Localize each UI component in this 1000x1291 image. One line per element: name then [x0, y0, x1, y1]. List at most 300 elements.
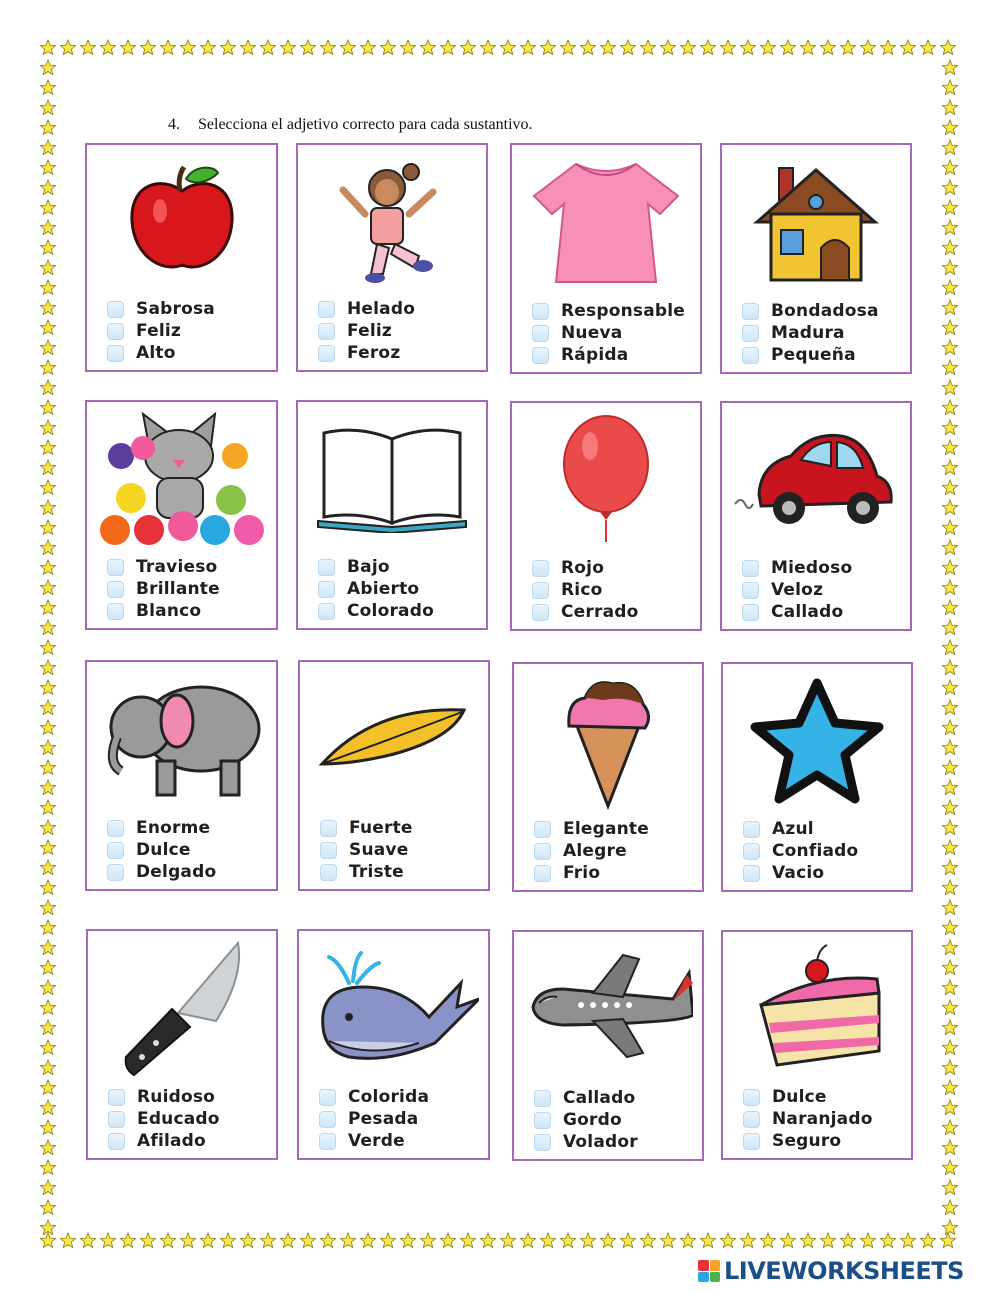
card-house	[720, 143, 912, 374]
option-row[interactable]	[319, 1108, 429, 1130]
border-star	[40, 920, 55, 935]
card-shirt	[510, 143, 702, 374]
option-row[interactable]	[532, 300, 685, 322]
border-star	[40, 660, 55, 675]
checkbox[interactable]	[319, 1089, 336, 1106]
border-star	[180, 40, 195, 55]
option-label: Rojo	[561, 558, 605, 578]
car-icon	[722, 409, 910, 549]
option-label: Volador	[563, 1132, 638, 1152]
checkbox[interactable]	[319, 1133, 336, 1150]
border-star	[942, 960, 957, 975]
checkbox[interactable]	[742, 347, 759, 364]
knife-icon	[88, 937, 276, 1077]
border-star	[580, 40, 595, 55]
border-star	[942, 540, 957, 555]
border-star	[40, 1040, 55, 1055]
border-star	[942, 660, 957, 675]
border-star	[160, 1233, 175, 1248]
border-star	[942, 1200, 957, 1215]
checkbox[interactable]	[318, 345, 335, 362]
option-row[interactable]	[743, 840, 858, 862]
option-row[interactable]	[532, 579, 639, 601]
options	[318, 556, 434, 622]
card-car	[720, 401, 912, 631]
options	[319, 1086, 429, 1152]
border-star	[942, 1120, 957, 1135]
border-star	[820, 40, 835, 55]
border-star	[440, 1233, 455, 1248]
border-star	[942, 600, 957, 615]
checkbox[interactable]	[107, 603, 124, 620]
border-star	[420, 40, 435, 55]
border-star	[40, 520, 55, 535]
border-star	[680, 40, 695, 55]
checkbox[interactable]	[107, 842, 124, 859]
checkbox[interactable]	[108, 1133, 125, 1150]
border-star	[942, 60, 957, 75]
border-star	[942, 260, 957, 275]
card-star	[721, 662, 913, 892]
option-row[interactable]	[532, 557, 639, 579]
border-star	[300, 1233, 315, 1248]
border-star	[942, 280, 957, 295]
border-star	[560, 40, 575, 55]
border-star	[100, 1233, 115, 1248]
border-star	[942, 980, 957, 995]
border-star	[40, 320, 55, 335]
border-star	[942, 480, 957, 495]
option-row[interactable]	[319, 1130, 429, 1152]
option-label: Bondadosa	[771, 301, 879, 321]
card-airplane	[512, 930, 704, 1161]
border-star	[942, 1140, 957, 1155]
border-star	[780, 1233, 795, 1248]
border-star	[40, 300, 55, 315]
border-star	[942, 760, 957, 775]
checkbox[interactable]	[318, 559, 335, 576]
border-star	[760, 40, 775, 55]
border-star	[40, 1180, 55, 1195]
option-row[interactable]	[319, 1086, 429, 1108]
option-row[interactable]	[318, 320, 415, 342]
option-row[interactable]	[107, 578, 220, 600]
border-star	[40, 460, 55, 475]
option-row[interactable]	[742, 601, 852, 623]
checkbox[interactable]	[107, 301, 124, 318]
border-star	[942, 840, 957, 855]
border-star	[40, 1200, 55, 1215]
option-row[interactable]	[318, 600, 434, 622]
option-row[interactable]	[534, 862, 649, 884]
option-row[interactable]	[318, 342, 415, 364]
border-star	[40, 760, 55, 775]
apple-icon	[87, 151, 276, 291]
balloon-icon	[512, 409, 700, 549]
border-star	[942, 720, 957, 735]
border-star	[140, 1233, 155, 1248]
options	[742, 557, 852, 623]
checkbox[interactable]	[743, 1089, 760, 1106]
option-row[interactable]	[532, 344, 685, 366]
option-row[interactable]	[742, 344, 879, 366]
border-star	[942, 1100, 957, 1115]
border-star	[180, 1233, 195, 1248]
border-star	[40, 180, 55, 195]
option-row[interactable]	[107, 342, 215, 364]
card-feather	[298, 660, 490, 891]
option-row[interactable]	[743, 818, 858, 840]
border-star	[580, 1233, 595, 1248]
checkbox[interactable]	[107, 820, 124, 837]
option-row[interactable]	[108, 1108, 220, 1130]
instruction	[168, 116, 533, 134]
border-star	[720, 1233, 735, 1248]
options	[318, 298, 415, 364]
border-star	[460, 40, 475, 55]
border-star	[880, 40, 895, 55]
option-row[interactable]	[108, 1130, 220, 1152]
border-star	[40, 1140, 55, 1155]
checkbox[interactable]	[742, 582, 759, 599]
option-row[interactable]	[107, 600, 220, 622]
option-row[interactable]	[743, 1130, 873, 1152]
checkbox[interactable]	[318, 581, 335, 598]
border-star	[140, 40, 155, 55]
border-star	[400, 40, 415, 55]
options	[107, 817, 216, 883]
feather-icon	[300, 668, 488, 808]
option-label: Pesada	[348, 1109, 419, 1129]
border-star	[942, 940, 957, 955]
option-row[interactable]	[743, 862, 858, 884]
options	[532, 300, 685, 366]
option-label: Confiado	[772, 841, 859, 861]
option-row[interactable]	[742, 557, 852, 579]
border-star	[40, 200, 55, 215]
border-star	[40, 400, 55, 415]
border-star	[40, 120, 55, 135]
border-star	[780, 40, 795, 55]
checkbox[interactable]	[318, 603, 335, 620]
border-star	[942, 700, 957, 715]
checkbox[interactable]	[534, 843, 551, 860]
border-star	[120, 40, 135, 55]
option-label: Elegante	[563, 819, 649, 839]
border-star	[420, 1233, 435, 1248]
checkbox[interactable]	[318, 323, 335, 340]
border-star	[40, 860, 55, 875]
border-star	[920, 1233, 935, 1248]
option-label: Verde	[348, 1131, 405, 1151]
checkbox[interactable]	[743, 1133, 760, 1150]
option-row[interactable]	[318, 298, 415, 320]
border-star	[40, 580, 55, 595]
option-label: Naranjado	[772, 1109, 873, 1129]
option-row[interactable]	[320, 839, 413, 861]
border-star	[560, 1233, 575, 1248]
checkbox[interactable]	[107, 559, 124, 576]
border-star	[40, 1220, 55, 1235]
airplane-icon	[514, 938, 702, 1078]
option-label: Seguro	[772, 1131, 842, 1151]
options	[534, 818, 649, 884]
option-label: Alto	[136, 343, 176, 363]
border-star	[520, 40, 535, 55]
border-star	[40, 220, 55, 235]
option-row[interactable]	[107, 839, 216, 861]
liveworksheets-logo	[698, 1257, 964, 1285]
border-star	[942, 520, 957, 535]
option-row[interactable]	[107, 298, 215, 320]
checkbox[interactable]	[320, 820, 337, 837]
option-label: Helado	[347, 299, 416, 319]
border-star	[700, 1233, 715, 1248]
option-label: Dulce	[772, 1087, 827, 1107]
border-star	[942, 320, 957, 335]
border-star	[40, 820, 55, 835]
option-row[interactable]	[534, 840, 649, 862]
card-knife	[86, 929, 278, 1160]
star-icon	[723, 670, 911, 810]
border-star	[320, 1233, 335, 1248]
border-star	[942, 1040, 957, 1055]
border-star	[740, 1233, 755, 1248]
border-star	[640, 1233, 655, 1248]
card-cake	[721, 930, 913, 1160]
checkbox[interactable]	[742, 560, 759, 577]
checkbox[interactable]	[107, 581, 124, 598]
checkbox[interactable]	[534, 865, 551, 882]
border-star	[40, 60, 55, 75]
option-label: Brillante	[136, 579, 220, 599]
option-label: Colorida	[348, 1087, 430, 1107]
border-star	[942, 1180, 957, 1195]
option-row[interactable]	[742, 579, 852, 601]
checkbox[interactable]	[742, 303, 759, 320]
border-star	[942, 640, 957, 655]
card-cat	[85, 400, 278, 630]
checkbox[interactable]	[532, 604, 549, 621]
option-row[interactable]	[107, 861, 216, 883]
border-star	[940, 1233, 955, 1248]
option-label: Azul	[772, 819, 814, 839]
option-row[interactable]	[742, 300, 879, 322]
border-star	[300, 40, 315, 55]
border-star	[40, 780, 55, 795]
option-label: Vacio	[772, 863, 825, 883]
border-star	[680, 1233, 695, 1248]
option-row[interactable]	[534, 1087, 638, 1109]
border-star	[600, 40, 615, 55]
border-star	[860, 1233, 875, 1248]
checkbox[interactable]	[107, 323, 124, 340]
option-row[interactable]	[534, 1109, 638, 1131]
border-star	[40, 620, 55, 635]
card-balloon	[510, 401, 702, 631]
option-row[interactable]	[108, 1086, 220, 1108]
border-star	[942, 400, 957, 415]
checkbox[interactable]	[742, 604, 759, 621]
border-star	[480, 40, 495, 55]
border-star	[942, 380, 957, 395]
border-star	[942, 680, 957, 695]
border-star	[940, 40, 955, 55]
option-label: Feliz	[347, 321, 393, 341]
border-star	[40, 40, 55, 55]
border-star	[620, 1233, 635, 1248]
card-book	[296, 400, 488, 630]
option-label: Madura	[771, 323, 845, 343]
option-label: Feroz	[347, 343, 401, 363]
border-star	[40, 880, 55, 895]
option-row[interactable]	[107, 320, 215, 342]
border-star	[220, 40, 235, 55]
border-star	[942, 1000, 957, 1015]
border-star	[660, 1233, 675, 1248]
border-star	[200, 1233, 215, 1248]
checkbox[interactable]	[532, 325, 549, 342]
border-star	[700, 40, 715, 55]
option-label: Veloz	[771, 580, 824, 600]
option-row[interactable]	[318, 578, 434, 600]
checkbox[interactable]	[532, 582, 549, 599]
checkbox[interactable]	[742, 325, 759, 342]
option-label: Educado	[137, 1109, 220, 1129]
border-star	[40, 280, 55, 295]
border-star	[740, 40, 755, 55]
instruction-text: Selecciona el adjetivo correcto para cada sustantivo.	[198, 116, 533, 133]
border-star	[60, 1233, 75, 1248]
border-star	[40, 720, 55, 735]
border-star	[280, 40, 295, 55]
option-label: Abierto	[347, 579, 420, 599]
border-star	[942, 160, 957, 175]
border-star	[942, 1160, 957, 1175]
checkbox[interactable]	[532, 347, 549, 364]
option-row[interactable]	[318, 556, 434, 578]
border-star	[942, 1080, 957, 1095]
checkbox[interactable]	[743, 821, 760, 838]
options	[743, 818, 858, 884]
cake-icon	[723, 938, 911, 1078]
checkbox[interactable]	[108, 1089, 125, 1106]
checkbox[interactable]	[107, 864, 124, 881]
border-star	[600, 1233, 615, 1248]
border-star	[480, 1233, 495, 1248]
option-row[interactable]	[532, 322, 685, 344]
border-star	[40, 560, 55, 575]
option-label: Pequeña	[771, 345, 856, 365]
liveworksheets-mark	[698, 1260, 720, 1282]
checkbox[interactable]	[318, 301, 335, 318]
checkbox[interactable]	[534, 1090, 551, 1107]
option-label: Nueva	[561, 323, 623, 343]
option-row[interactable]	[743, 1086, 873, 1108]
border-star	[520, 1233, 535, 1248]
border-star	[40, 440, 55, 455]
option-row[interactable]	[107, 556, 220, 578]
checkbox[interactable]	[108, 1111, 125, 1128]
option-row[interactable]	[320, 861, 413, 883]
checkbox[interactable]	[534, 1134, 551, 1151]
option-row[interactable]	[534, 1131, 638, 1153]
option-row[interactable]	[320, 817, 413, 839]
option-label: Triste	[349, 862, 404, 882]
card-girl	[296, 143, 488, 372]
options	[320, 817, 413, 883]
border-star	[942, 1220, 957, 1235]
border-star	[620, 40, 635, 55]
border-star	[380, 40, 395, 55]
option-label: Responsable	[561, 301, 686, 321]
girl-icon	[298, 151, 486, 291]
option-label: Suave	[349, 840, 409, 860]
option-label: Afilado	[137, 1131, 206, 1151]
border-star	[40, 1100, 55, 1115]
ice-cream-icon	[514, 670, 702, 810]
border-star	[40, 1120, 55, 1135]
options	[742, 300, 879, 366]
border-star	[440, 40, 455, 55]
option-label: Frio	[563, 863, 601, 883]
border-star	[500, 40, 515, 55]
options	[534, 1087, 638, 1153]
checkbox[interactable]	[107, 345, 124, 362]
checkbox[interactable]	[532, 303, 549, 320]
border-star	[40, 340, 55, 355]
border-star	[942, 620, 957, 635]
option-row[interactable]	[107, 817, 216, 839]
border-star	[40, 240, 55, 255]
option-row[interactable]	[742, 322, 879, 344]
border-star	[280, 1233, 295, 1248]
options	[107, 556, 220, 622]
border-star	[500, 1233, 515, 1248]
border-star	[40, 360, 55, 375]
border-star	[260, 40, 275, 55]
border-star	[40, 960, 55, 975]
border-star	[942, 340, 957, 355]
checkbox[interactable]	[320, 864, 337, 881]
border-star	[40, 900, 55, 915]
option-label: Bajo	[347, 557, 390, 577]
checkbox[interactable]	[534, 1112, 551, 1129]
option-row[interactable]	[532, 601, 639, 623]
border-star	[40, 940, 55, 955]
border-star	[942, 200, 957, 215]
border-star	[942, 920, 957, 935]
checkbox[interactable]	[532, 560, 549, 577]
border-star	[80, 40, 95, 55]
checkbox[interactable]	[743, 865, 760, 882]
options	[107, 298, 215, 364]
checkbox[interactable]	[319, 1111, 336, 1128]
border-star	[942, 880, 957, 895]
option-row[interactable]	[743, 1108, 873, 1130]
checkbox[interactable]	[743, 1111, 760, 1128]
border-star	[942, 560, 957, 575]
checkbox[interactable]	[320, 842, 337, 859]
option-row[interactable]	[534, 818, 649, 840]
checkbox[interactable]	[743, 843, 760, 860]
border-star	[800, 1233, 815, 1248]
option-label: Callado	[563, 1088, 636, 1108]
book-icon	[298, 408, 486, 548]
border-star	[942, 780, 957, 795]
checkbox[interactable]	[534, 821, 551, 838]
options	[532, 557, 639, 623]
